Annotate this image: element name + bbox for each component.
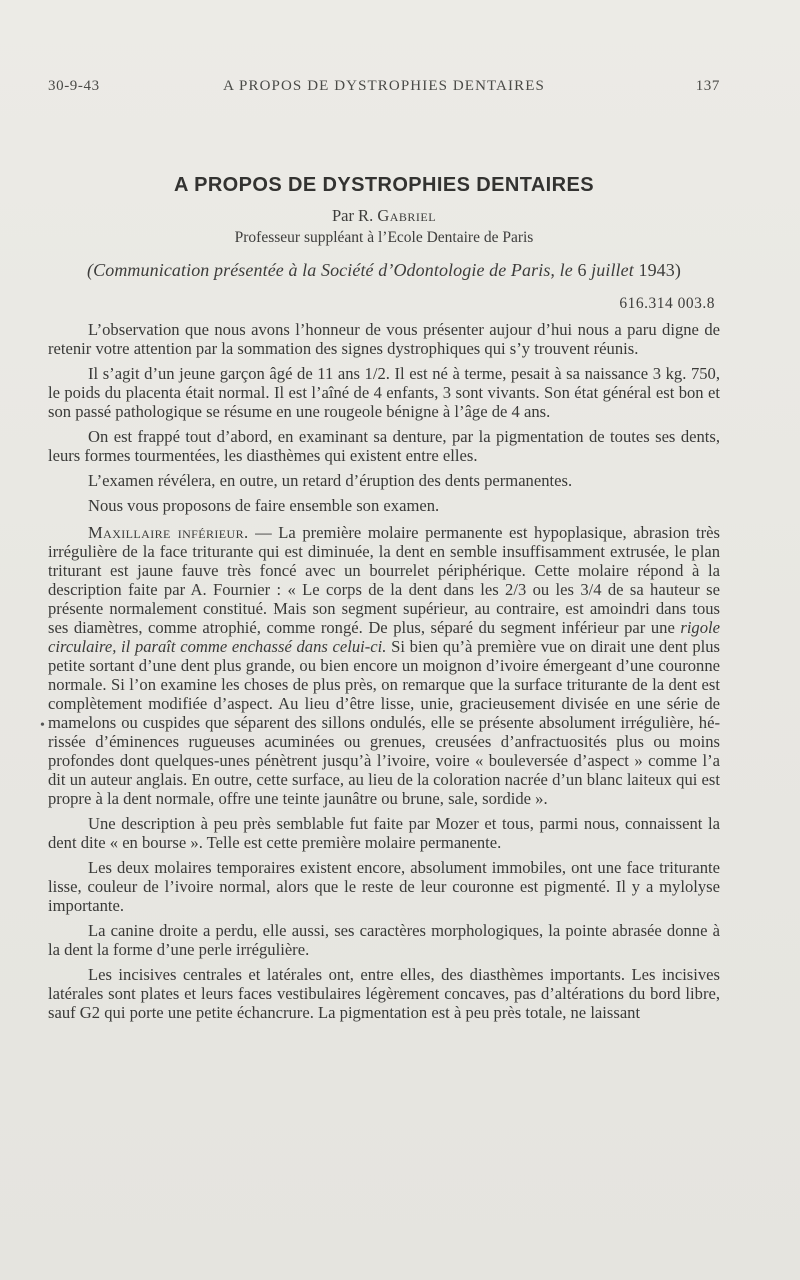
communication-year: 1943) — [638, 260, 681, 280]
article-title: A PROPOS DE DYSTROPHIES DENTAIRES — [174, 174, 594, 196]
paragraph-10: Les incisives centrales et latérales ont, entre elles, des diasthèmes importants. Les incisives latérales sont plates et leurs faces vestibulaires légèrement concaves, pas d’altérations du bord libre, sauf G2 qui porte une petite échancrure. La pigmentation est à peu près totale, ne laissant — [48, 965, 720, 1022]
author-name: Gabriel — [377, 206, 437, 225]
paragraph-1: L’observation que nous avons l’honneur de vous présenter aujour d’hui nous a paru digne de retenir votre attention par la sommation des signes dystrophiques qui s’y trouvent réunis. — [48, 320, 720, 358]
article-author — [48, 206, 720, 226]
author-affiliation: Professeur suppléant à l’Ecole Dentaire de Paris — [234, 229, 534, 246]
paragraph-8: Les deux molaires temporaires existent encore, absolument immobiles, ont une face triturante lisse, couleur de l’ivoire normal, alors que le reste de leur couronne est pigmenté. Il y a mylolyse importante. — [48, 858, 720, 915]
communication-text: (Communication présentée à la Société d’Odontologie de Paris, le — [87, 260, 573, 280]
paragraph-4: L’examen révélera, en outre, un retard d’éruption des dents permanentes. — [88, 471, 573, 490]
paragraph-9: La canine droite a perdu, elle aussi, ses caractères morphologiques, la pointe abrasée donne à la dent la forme d’une perle irrégulière. — [48, 921, 720, 959]
communication-month: juillet — [591, 260, 634, 280]
paragraph-6-rest: Si bien qu’à première vue on dirait une dent plus petite sortant d’une dent plus grande, ou bien encore un moignon d’ivoire émergeant d’une couronne normale. Si l’on examine les choses de plus près, on remarque que la surface triturante de la dent est complètement modifiée d’aspect. Au lieu d’être lisse, unie, gracieusement divisée en une série de mamelons ou cuspides que séparent des sillons ondulés, elle se présente absolument irrégulière, hérissée d’éminences rugueuses acuminées ou grenues, creusées d’anfractuosités plus ou moins profondes dont quelques-unes pénètrent jusqu’à l’ivoire, voire « bouleversée d’aspect » comme l’a dit un auteur anglais. En outre, cette surface, au lieu de la coloration nacrée d’un blanc laiteux qui est propre à la dent normale, offre une teinte jaunâtre ou brune, sale, sordide ». — [48, 637, 720, 808]
paragraph-6-italic: rigole circulaire, il paraît comme enchassé dans celui-ci. — [48, 618, 720, 656]
margin-mark: • — [40, 718, 45, 733]
page-number: 137 — [695, 78, 720, 94]
author-prefix: Par R. — [331, 206, 374, 225]
running-header — [48, 78, 720, 100]
article-body — [48, 320, 720, 1028]
paragraph-5: Nous vous proposons de faire ensemble son examen. — [88, 496, 440, 515]
paragraph-2: Il s’agit d’un jeune garçon âgé de 11 ans 1/2. Il est né à terme, pesait à sa naissance 3 kg. 750, le poids du placenta était normal. Il est l’aîné de 4 enfants, 3 sont vivants. Son état général est bon et son passé pathologique se résume en une rougeole bénigne à l’âge de 4 ans. — [48, 364, 720, 421]
paragraph-7: Une description à peu près semblable fut faite par Mozer et tous, parmi nous, connaissent la dent dite « en bourse ». Telle est cette première molaire permanente. — [48, 814, 720, 852]
communication-note — [48, 260, 720, 281]
paragraph-6-text: — La première molaire permanente est hypoplasique, abrasion très irrégulière de la face triturante qui est diminuée, la dent en semble insuffisamment extrusée, le plan triturant est jaune fauve très foncé avec un bourrelet périphérique. Cette molaire répond à la description faite par A. Fournier : « Le corps de la dent dans les 2/3 ou les 3/4 de sa hauteur se présente normalement constitué. Mais son segment supérieur, au contraire, est amoindri dans tous ses diamètres, comme atrophié, comme rongé. De plus, séparé du segment inférieur par une — [48, 523, 720, 637]
header-date: 30-9-43 — [48, 78, 100, 94]
communication-day: 6 — [577, 260, 587, 280]
header-running-title: A PROPOS DE DYSTROPHIES DENTAIRES — [223, 78, 545, 94]
paragraph-6 — [48, 523, 720, 808]
classification-code: 616.314 003.8 — [619, 295, 715, 312]
paragraph-3: On est frappé tout d’abord, en examinant sa denture, par la pigmentation de toutes ses dents, leurs formes tourmentées, les diasthèmes qui existent entre elles. — [48, 427, 720, 465]
section-lead-maxillaire: Maxillaire inférieur. — [88, 523, 249, 542]
